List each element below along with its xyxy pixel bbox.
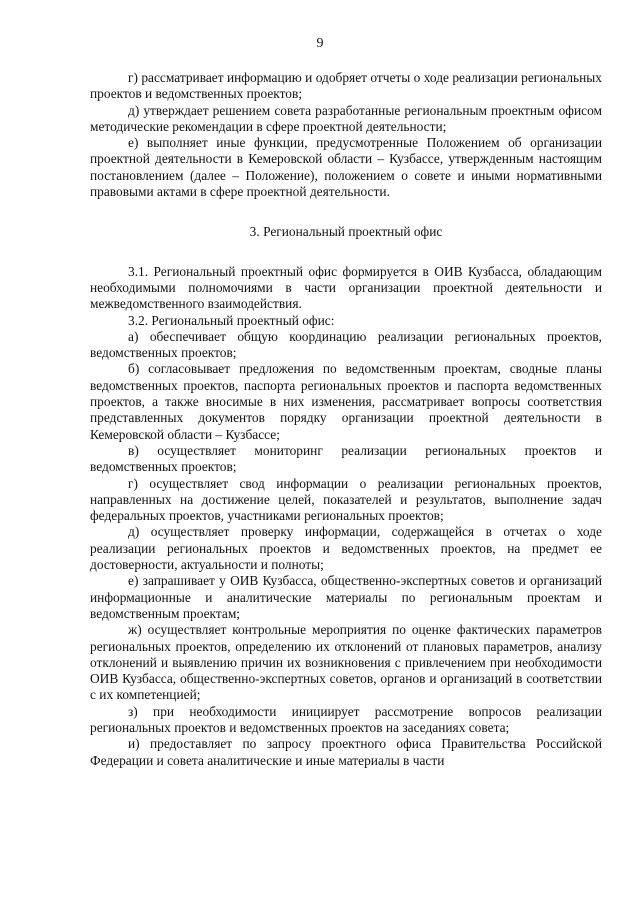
- list-item-zh: ж) осуществляет контрольные мероприятия по оценке фактических параметров региональных проектов, определению их отклонений от плановых параметров, анализу отклонений и выявлению причин их возникновения с привлечением при необходимости ОИВ Кузбасса, общественно-экспертных советов, органов и организаций в соответствии с их компетенцией;: [90, 622, 602, 703]
- paragraph-g: г) рассматривает информацию и одобряет отчеты о ходе реализации региональных проектов и ведомственных проектов;: [90, 70, 602, 102]
- page-number: 9: [316, 36, 324, 51]
- list-item-i: и) предоставляет по запросу проектного офиса Правительства Российской Федерации и совета аналитические и иные материалы в части: [90, 736, 602, 768]
- document-body: [90, 70, 602, 769]
- list-item-g: г) осуществляет свод информации о реализации региональных проектов, направленных на достижение целей, показателей и результатов, выполнение задач федеральных проектов, участниками региональных проектов;: [90, 475, 602, 524]
- paragraph-3-2: 3.2. Региональный проектный офис:: [128, 312, 335, 328]
- list-item-b: б) согласовывает предложения по ведомственным проектам, сводные планы ведомственных проектов, паспорта региональных проектов и паспорта ведомственных проектов, а также вносимые в них изменения, рассматривает вопросы соответствия представленных документов порядку организации проектной деятельности в Кемеровской области – Кузбассе;: [90, 361, 602, 442]
- paragraph-d: д) утверждает решением совета разработанные региональным проектным офисом методические рекомендации в сфере проектной деятельности;: [90, 102, 602, 134]
- list-item-v: в) осуществляет мониторинг реализации региональных проектов и ведомственных проектов;: [90, 442, 602, 475]
- list-item-d: д) осуществляет проверку информации, содержащейся в отчетах о ходе реализации региональных проектов и ведомственных проектов, на предмет ее достоверности, актуальности и полноты;: [90, 524, 602, 573]
- list-item-z: з) при необходимости инициирует рассмотрение вопросов реализации региональных проектов и ведомственных проектов на заседаниях совета;: [90, 703, 602, 735]
- list-item-e: е) запрашивает у ОИВ Кузбасса, общественно-экспертных советов и организаций информационные и аналитические материалы по региональным проектам и ведомственным проектам;: [90, 573, 602, 621]
- paragraph-e: е) выполняет иные функции, предусмотренные Положением об организации проектной деятельности в Кемеровской области – Кузбассе, утвержденным настоящим постановлением (далее – Положение), положением о совете и иными нормативными правовыми актами в сфере проектной деятельности.: [90, 135, 602, 200]
- section-heading: 3. Региональный проектный офис: [249, 224, 443, 240]
- list-item-a: а) обеспечивает общую координацию реализации региональных проектов, ведомственных проектов;: [90, 328, 602, 361]
- paragraph-3-1: 3.1. Региональный проектный офис формируется в ОИВ Кузбасса, обладающим необходимыми полномочиями в части организации проектной деятельности и межведомственного взаимодействия.: [90, 263, 602, 312]
